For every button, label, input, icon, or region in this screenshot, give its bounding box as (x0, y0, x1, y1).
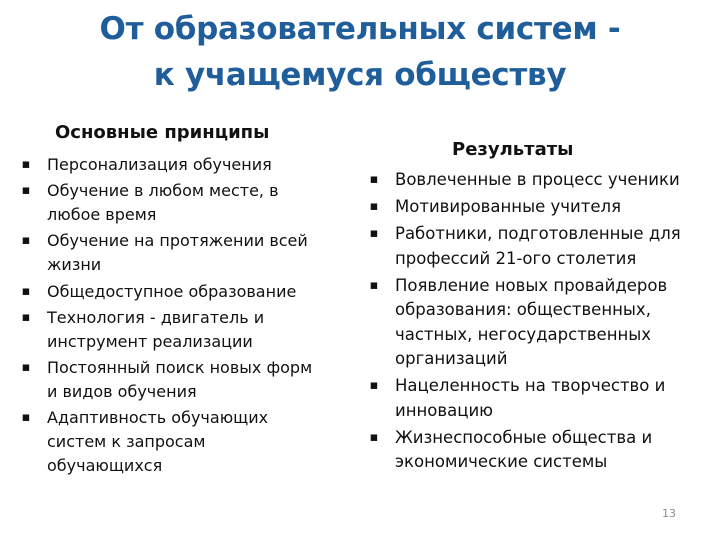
bullet-icon: ▪ (21, 309, 31, 325)
bullet-icon: ▪ (21, 359, 31, 375)
list-item (20, 229, 320, 277)
list-item-text: Обучение на протяжении всей жизни (47, 231, 308, 275)
list-item (368, 195, 708, 220)
principles-list (20, 153, 320, 480)
list-item (20, 356, 320, 404)
list-item-text: Обучение в любом месте, в любое время (47, 181, 279, 225)
list-item (20, 406, 320, 478)
bullet-icon: ▪ (369, 429, 379, 445)
results-list (368, 168, 708, 477)
list-item (368, 222, 708, 271)
results-heading: Результаты (452, 139, 574, 160)
page-number: 13 (662, 507, 676, 520)
list-item-text: Персонализация обучения (47, 155, 272, 174)
list-item (20, 153, 320, 177)
principles-heading: Основные принципы (55, 122, 270, 143)
list-item-text: Адаптивность обучающих систем к запросам обучающихся (47, 408, 269, 476)
list-item-text: Технология - двигатель и инструмент реализации (47, 307, 265, 351)
list-item-text: Работники, подготовленные для профессий 21-ого столетия (395, 224, 681, 268)
title-line-2: к учащемуся обществу (153, 57, 567, 93)
bullet-icon: ▪ (21, 157, 31, 172)
bullet-icon: ▪ (369, 226, 379, 241)
list-item-text: Появление новых провайдеров образования: общественных, частных, негосударственных организаций (395, 275, 668, 368)
list-item (20, 179, 320, 227)
list-item-text: Общедоступное образование (47, 281, 297, 301)
bullet-icon: ▪ (21, 410, 31, 426)
list-item-text: Постоянный поиск новых форм и видов обучения (47, 357, 313, 401)
list-item-text: Нацеленность на творчество и инновацию (395, 376, 666, 420)
bullet-icon: ▪ (21, 233, 31, 249)
title-line-1: От образовательных систем - (99, 11, 621, 47)
list-item-text: Мотивированные учителя (395, 197, 621, 216)
list-item (368, 274, 708, 372)
bullet-icon: ▪ (369, 277, 379, 293)
list-item (368, 168, 708, 193)
list-item-text: Жизнеспособные общества и экономические системы (395, 427, 653, 471)
bullet-icon: ▪ (21, 283, 31, 299)
bullet-icon: ▪ (21, 183, 31, 199)
bullet-icon: ▪ (369, 199, 379, 214)
bullet-icon: ▪ (369, 172, 379, 187)
list-item (20, 306, 320, 354)
bullet-icon: ▪ (369, 378, 379, 393)
list-item (20, 280, 320, 304)
list-item (368, 426, 708, 475)
slide-title (0, 6, 720, 98)
list-item-text: Вовлеченные в процесс ученики (395, 170, 680, 189)
list-item (368, 374, 708, 423)
